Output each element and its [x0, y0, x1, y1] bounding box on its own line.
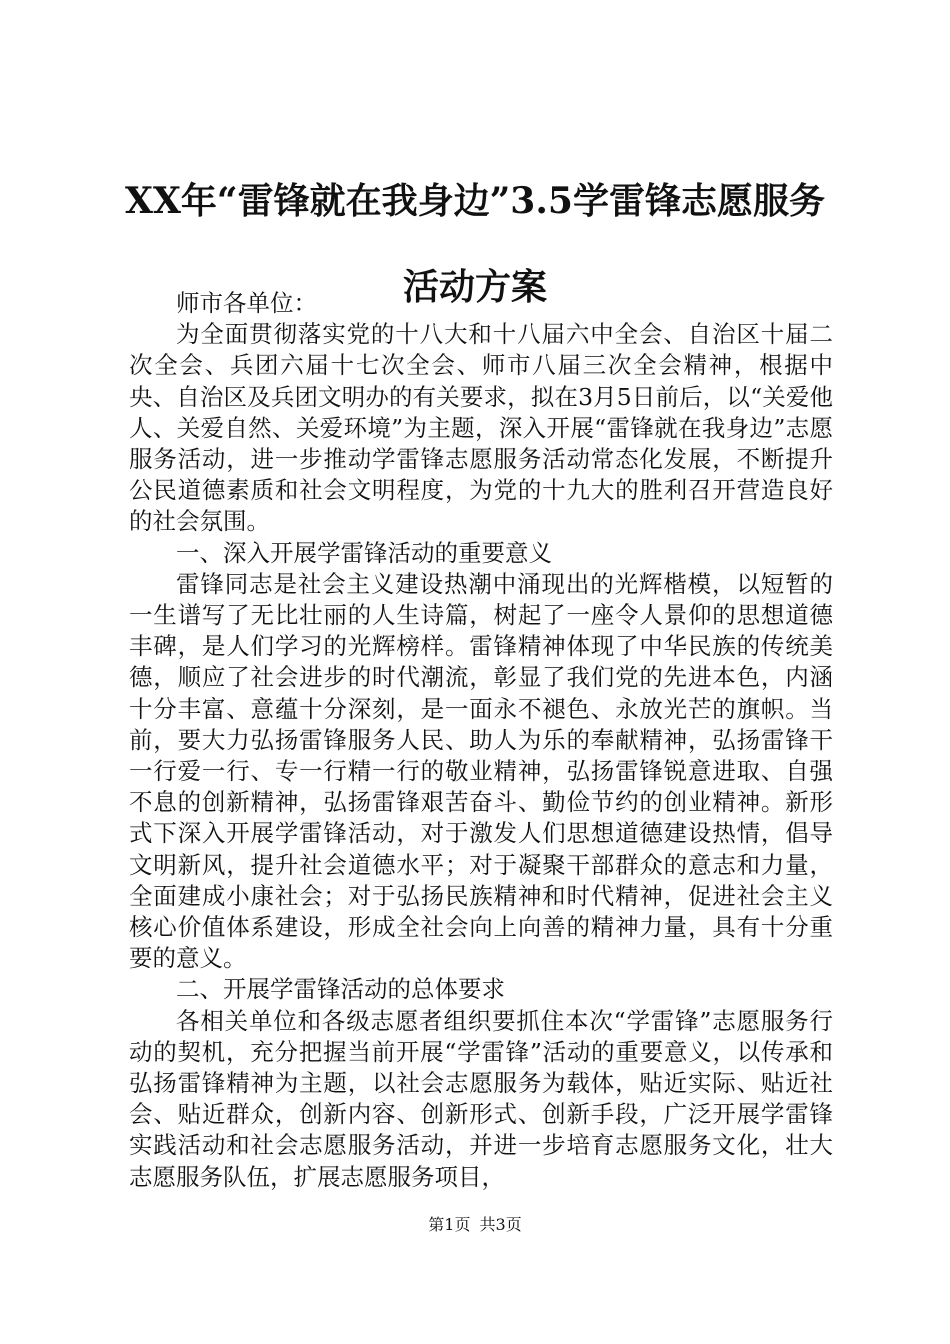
section-1-heading: 一、深入开展学雷锋活动的重要意义: [176, 538, 552, 567]
document-body: [129, 288, 833, 1193]
page-total: 共3页: [479, 1215, 522, 1234]
section-2-heading: 二、开展学雷锋活动的总体要求: [176, 975, 505, 1004]
intro-paragraph: 为全面贯彻落实党的十八大和十八届六中全会、自治区十届二次全会、兵团六届十七次全会、师市八届三次全会精神，根据中央、自治区及兵团文明办的有关要求，拟在3月5日前后，以“关爱他人、关爱自然、关爱环境”为主题，深入开展“雷锋就在我身边”志愿服务活动，进一步推动学雷锋志愿服务活动常态化发展，不断提升公民道德素质和社会文明程度，为党的十九大的胜利召开营造良好的社会氛围。: [129, 320, 833, 536]
page-number: 第1页: [428, 1215, 471, 1234]
title-line-2: 活动方案: [402, 266, 547, 308]
title-line-1: XX年“雷锋就在我身边”3.5学雷锋志愿服务: [125, 180, 825, 222]
salutation: 师市各单位：: [176, 289, 317, 317]
page-footer: [0, 1212, 950, 1235]
section-1-paragraph: 雷锋同志是社会主义建设热潮中涌现出的光辉楷模，以短暂的一生谱写了无比壮丽的人生诗篇，树起了一座令人景仰的思想道德丰碑，是人们学习的光辉榜样。雷锋精神体现了中华民族的传统美德，顺应了社会进步的时代潮流，彰显了我们党的先进本色，内涵十分丰富、意蕴十分深刻，是一面永不褪色、永放光芒的旗帜。当前，要大力弘扬雷锋服务人民、助人为乐的奉献精神，弘扬雷锋干一行爱一行、专一行精一行的敬业精神，弘扬雷锋锐意进取、自强不息的创新精神，弘扬雷锋艰苦奋斗、勤俭节约的创业精神。新形式下深入开展学雷锋活动，对于激发人们思想道德建设热情，倡导文明新风，提升社会道德水平；对于凝聚干部群众的意志和力量，全面建成小康社会；对于弘扬民族精神和时代精神，促进社会主义核心价值体系建设，形成全社会向上向善的精神力量，具有十分重要的意义。: [129, 569, 833, 973]
section-2-paragraph: 各相关单位和各级志愿者组织要抓住本次“学雷锋”志愿服务行动的契机，充分把握当前开展“学雷锋”活动的重要意义，以传承和弘扬雷锋精神为主题，以社会志愿服务为载体，贴近实际、贴近社会、贴近群众，创新内容、创新形式、创新手段，广泛开展学雷锋实践活动和社会志愿服务活动，并进一步培育志愿服务文化，壮大志愿服务队伍，扩展志愿服务项目，: [129, 1006, 833, 1191]
